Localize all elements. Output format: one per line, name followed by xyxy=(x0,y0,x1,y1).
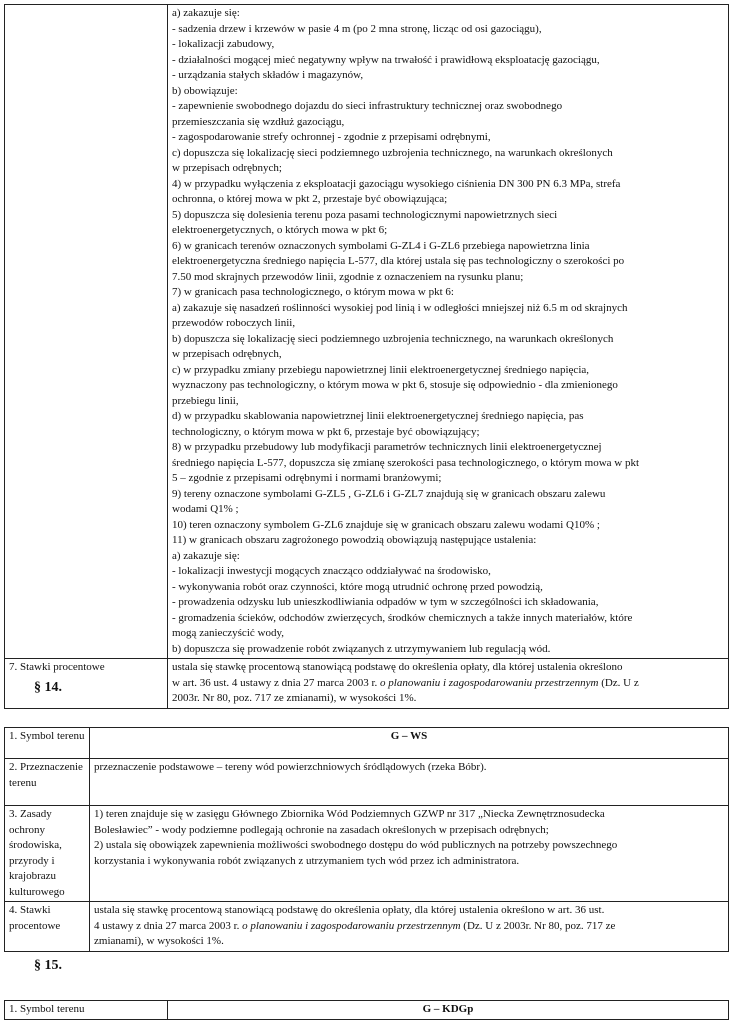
text-line: - prowadzenia odzysku lub unieszkodliwiania odpadów w tym w szczególności ich składowania, xyxy=(172,596,599,608)
text-line: ochronna, o której mowa w pkt 2, przestaje być obowiązująca; xyxy=(172,193,448,205)
row-label: 3. Zasady ochrony środowiska, przyrody i krajobrazu kulturowego xyxy=(5,806,90,902)
text-line: - urządzania stałych składów i magazynów, xyxy=(172,69,364,81)
text-line: 10) teren oznaczony symbolem G-ZL6 znajduje się w granicach obszaru zalewu wodami Q10% ; xyxy=(172,518,600,531)
text-line: przemieszczania się wzdłuż gazociągu, xyxy=(172,115,345,128)
section-heading-15: § 15. xyxy=(34,958,62,973)
row-label: 7. Stawki procentowe xyxy=(5,659,168,709)
row-label: 2. Przeznaczenie terenu xyxy=(5,759,90,806)
text-line: d) w przypadku skablowania napowietrznej linii elektroenergetycznej średniego napięcia, pas xyxy=(172,410,584,422)
text-line: - lokalizacji zabudowy, xyxy=(172,38,275,50)
text-line: technologiczny, o którym mowa w pkt 6, przestaje być obowiązujący; xyxy=(172,425,480,438)
text-line: c) dopuszcza się lokalizację sieci podziemnego uzbrojenia technicznego, na warunkach określonych xyxy=(172,146,613,159)
text-line: 6) w granicach terenów oznaczonych symbolami G-ZL4 i G-ZL6 przebiega napowietrzna linia xyxy=(172,239,590,252)
table-section-14 xyxy=(4,727,729,952)
text-line: przewodów roboczych linii, xyxy=(172,317,296,329)
text-line: a) zakazuje się: xyxy=(172,7,240,19)
table-row xyxy=(5,5,729,659)
row-value: ustala się stawkę procentową stanowiącą podstawę do określenia opłaty, dla której ustalenia określono w art. 36 ust. 4 ustawy z dnia 27 marca 2003 r. o planowaniu i zagospodarowaniu przestrzennym (Dz. U z 2003r. Nr 80, poz. 717 ze zmianami), w wysokości 1%. xyxy=(90,902,729,952)
text-line: w przepisach odrębnych, xyxy=(172,348,282,360)
table-row xyxy=(5,759,729,806)
text-line: - zagospodarowanie strefy ochronnej - zgodnie z przepisami odrębnymi, xyxy=(172,131,491,143)
text-line: 5) dopuszcza się dolesienia terenu poza pasami technologicznymi napowietrznych sieci xyxy=(172,208,558,221)
text-line: wodami Q1% ; xyxy=(172,503,239,515)
row-value: ustala się stawkę procentową stanowiącą podstawę do określenia opłaty, dla której ustalenia określono w art. 36 ust. 4 ustawy z dnia 27 marca 2003 r. o planowaniu i zagospodarowaniu przestrzennym (Dz. U z 2003r. Nr 80, poz. 717 ze zmianami), w wysokości 1%. xyxy=(168,659,729,709)
text-line: 11) w granicach obszaru zagrożonego powodzią obowiązują następujące ustalenia: xyxy=(172,534,537,546)
text-line: - działalności mogącej mieć negatywny wpływ na trwałość i prawidłową eksploatację gazociągu, xyxy=(172,53,600,66)
section-heading-14: § 14. xyxy=(34,680,62,695)
row-value: G – KDGp xyxy=(168,1001,729,1020)
text-line: - lokalizacji inwestycji mogących znacząco oddziaływać na środowisko, xyxy=(172,565,491,577)
text-line: mogą zanieczyścić wody, xyxy=(172,627,284,639)
text-line: 1) teren znajduje się w zasięgu Głównego Zbiornika Wód Podziemnych GZWP nr 317 „Niecka Zewnętrznosudecka xyxy=(94,808,605,820)
text-line: 8) w przypadku przebudowy lub modyfikacji parametrów technicznych linii elektroenergetycznej xyxy=(172,441,602,453)
text-line: b) dopuszcza się prowadzenie robót związanych z utrzymywaniem lub regulacją wód. xyxy=(172,642,551,655)
text-line: - sadzenia drzew i krzewów w pasie 4 m (po 2 mna stronę, licząc od osi gazociągu), xyxy=(172,22,542,35)
text-line: - gromadzenia ścieków, odchodów zwierzęcych, środków chemicznych a także innych materiałów, które xyxy=(172,611,633,624)
table-row xyxy=(5,806,729,902)
text-line: elektroenergetycznych, o których mowa w pkt 6; xyxy=(172,224,388,236)
text-line: b) dopuszcza się lokalizację sieci podziemnego uzbrojenia technicznego, na warunkach określonych xyxy=(172,332,614,345)
text-line: średniego napięcia L-577, dopuszcza się zmianę szerokości pasa technologicznego, o którym mowa w pkt xyxy=(172,456,640,469)
text-line: 7.50 mod skrajnych przewodów linii, zgodnie z oznaczeniem na rysunku planu; xyxy=(172,270,524,283)
text-line: 7) w granicach pasa technologicznego, o którym mowa w pkt 6: xyxy=(172,286,454,298)
text-line: a) zakazuje się: xyxy=(172,549,240,562)
text-line: 5 – zgodnie z przepisami odrębnymi i normami branżowymi; xyxy=(172,472,442,484)
row-label: 4. Stawki procentowe xyxy=(5,902,90,952)
row-value: przeznaczenie podstawowe – tereny wód powierzchniowych śródlądowych (rzeka Bóbr). xyxy=(90,759,729,806)
row-label: 1. Symbol terenu xyxy=(5,1001,168,1020)
text-line: c) w przypadku zmiany przebiegu napowietrznej linii elektroenergetycznej średniego napięcia, xyxy=(172,363,590,376)
row-value xyxy=(90,806,729,902)
text-line: elektroenergetyczna średniego napięcia L-577, dla której ustala się pas technologiczny o szerokości po xyxy=(172,255,625,267)
row-label: 1. Symbol terenu xyxy=(5,728,90,759)
table-row xyxy=(5,1001,729,1020)
text-line: b) obowiązuje: xyxy=(172,84,238,97)
table-continued xyxy=(4,4,729,709)
table-section-15 xyxy=(4,1000,729,1020)
text-line: a) zakazuje się nasadzeń roślinności wysokiej pod linią i w odległości mniejszej niż 6.5 m od skrajnych xyxy=(172,301,628,314)
table-row xyxy=(5,659,729,709)
text-line: wyznaczony pas technologiczny, o którym mowa w pkt 6, stosuje się odpowiednio - dla zmienionego xyxy=(172,379,618,391)
row-value: G – WS xyxy=(90,728,729,759)
regulations-cell xyxy=(168,5,729,659)
table-row xyxy=(5,902,729,952)
text-line: 9) tereny oznaczone symbolami G-ZL5 , G-ZL6 i G-ZL7 znajdują się w granicach obszaru zalewu xyxy=(172,487,606,500)
text-line: korzystania i wykonywania robót związanych z utrzymaniem tych wód przez ich administratora. xyxy=(94,854,520,867)
text-line: przebiegu linii, xyxy=(172,394,239,407)
table-row xyxy=(5,728,729,759)
text-line: w przepisach odrębnych; xyxy=(172,162,282,174)
table-cell-empty xyxy=(5,5,168,659)
text-line: Bolesławiec” - wody podziemne podlegają ochronie na zasadach określonych w przepisach odrębnych; xyxy=(94,823,549,836)
text-line: - wykonywania robót oraz czynności, które mogą utrudnić ochronę przed powodzią, xyxy=(172,580,543,593)
text-line: 2) ustala się obowiązek zapewnienia możliwości swobodnego dostępu do wód publicznych na potrzeby powszechnego xyxy=(94,839,618,851)
text-line: 4) w przypadku wyłączenia z eksploatacji gazociągu wysokiego ciśnienia DN 300 PN 6.3 MPa, strefa xyxy=(172,177,621,190)
text-line: - zapewnienie swobodnego dojazdu do sieci infrastruktury technicznej oraz swobodnego xyxy=(172,100,563,112)
